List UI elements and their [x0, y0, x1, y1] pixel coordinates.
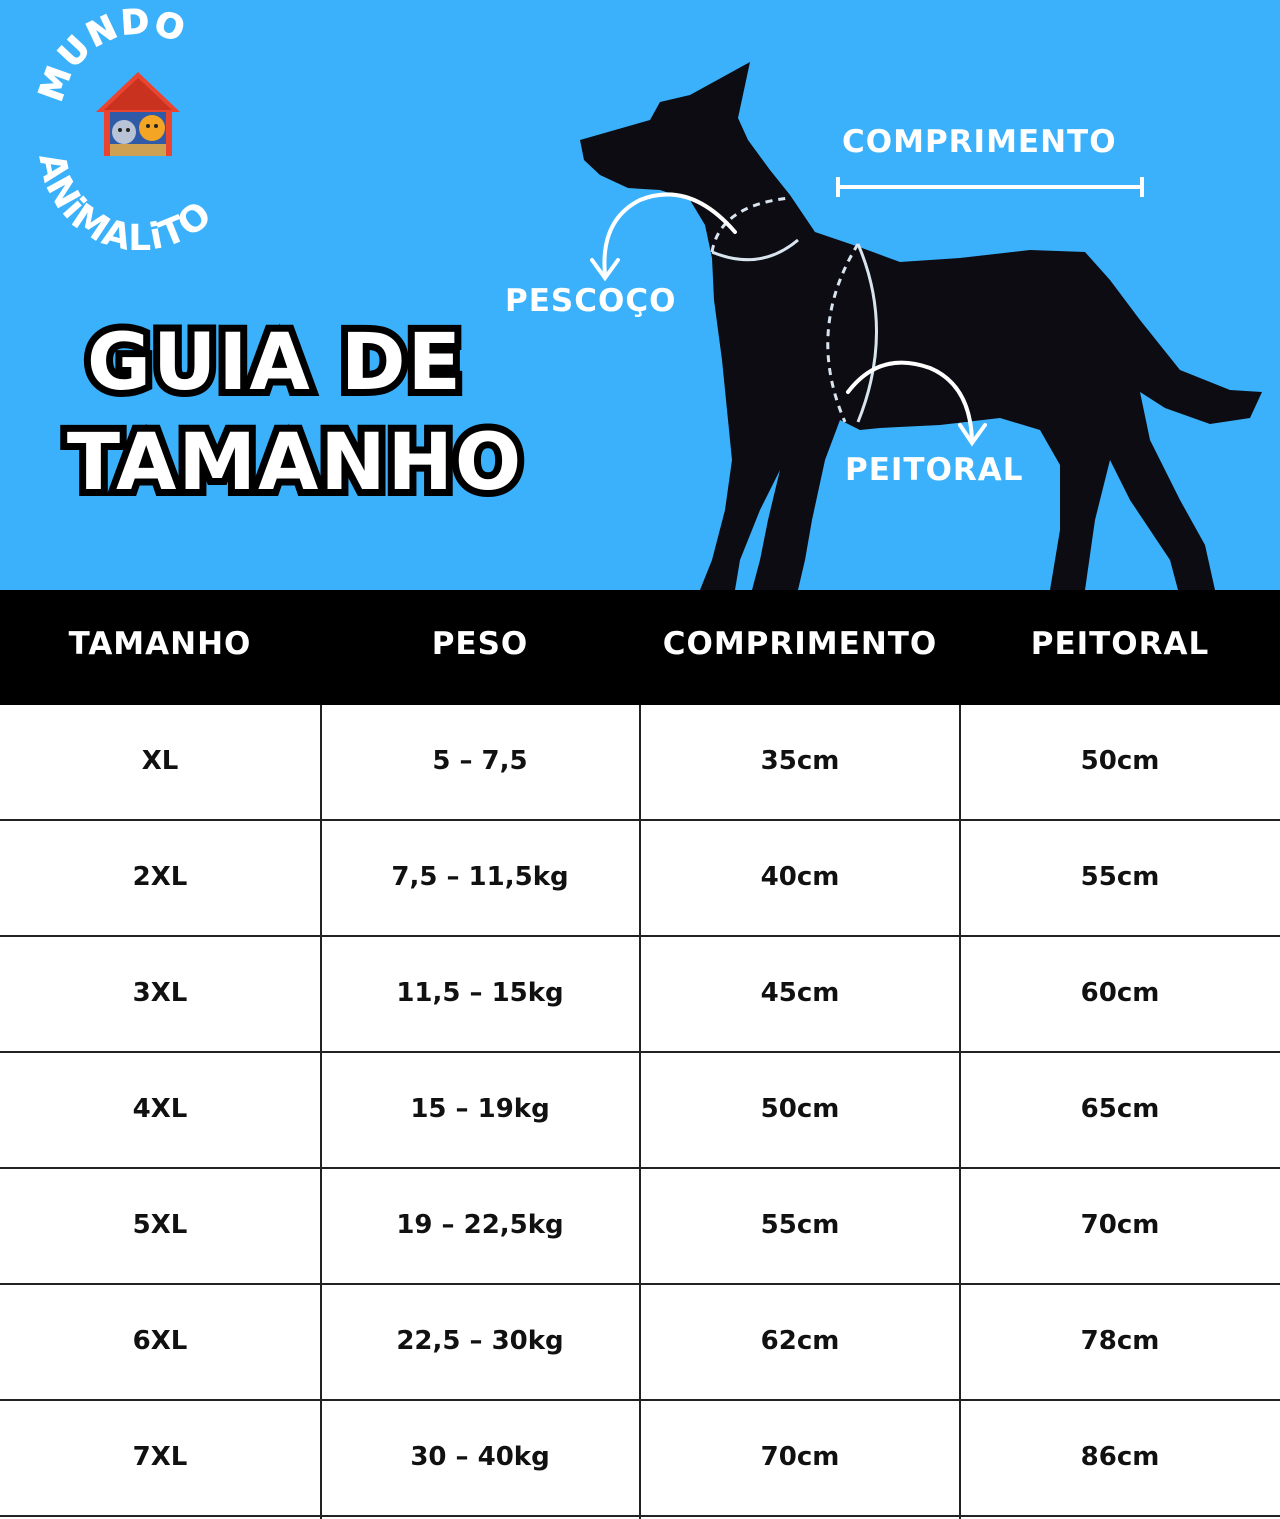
cell-chest: 78cm	[1080, 1326, 1160, 1356]
cell-chest: 55cm	[1080, 862, 1160, 892]
size-table	[0, 705, 1280, 1519]
header-chest: PEITORAL	[1030, 626, 1210, 662]
logo-bottom-text: ANiMALiTO	[30, 149, 221, 260]
page-title-line-1: GUIA DE	[87, 318, 463, 408]
cell-length: 70cm	[760, 1442, 840, 1472]
column-divider	[320, 705, 322, 1519]
cell-weight: 22,5 – 30kg	[396, 1326, 564, 1356]
chest-label: PEITORAL	[845, 452, 1024, 488]
cell-weight: 15 – 19kg	[410, 1094, 550, 1124]
cell-weight: 19 – 22,5kg	[396, 1210, 564, 1240]
hero-banner	[0, 0, 1280, 590]
column-divider	[959, 705, 961, 1519]
header-size: TAMANHO	[68, 626, 252, 662]
cell-size: 4XL	[132, 1094, 188, 1124]
cell-size: 6XL	[132, 1326, 188, 1356]
header-length: COMPRIMENTO	[662, 626, 938, 662]
cell-length: 40cm	[760, 862, 840, 892]
cell-chest: 70cm	[1080, 1210, 1160, 1240]
cell-length: 45cm	[760, 978, 840, 1008]
cell-size: 5XL	[132, 1210, 188, 1240]
cell-length: 62cm	[760, 1326, 840, 1356]
neck-label: PESCOÇO	[505, 283, 677, 319]
cell-length: 55cm	[760, 1210, 840, 1240]
cell-chest: 65cm	[1080, 1094, 1160, 1124]
page-title-line-2: TAMANHO	[66, 418, 524, 508]
cell-size: 3XL	[132, 978, 188, 1008]
cell-size: 2XL	[132, 862, 188, 892]
cell-weight: 5 – 7,5	[432, 746, 528, 776]
column-divider	[639, 705, 641, 1519]
length-measure-bar	[838, 177, 1142, 197]
cell-length: 50cm	[760, 1094, 840, 1124]
cell-chest: 50cm	[1080, 746, 1160, 776]
length-label: COMPRIMENTO	[842, 124, 1117, 160]
logo	[30, 2, 220, 259]
cell-size: XL	[141, 746, 179, 776]
cell-chest: 60cm	[1080, 978, 1160, 1008]
cell-weight: 30 – 40kg	[410, 1442, 550, 1472]
cell-length: 35cm	[760, 746, 840, 776]
table-header	[0, 590, 1280, 705]
header-weight: PESO	[431, 626, 529, 662]
cell-weight: 7,5 – 11,5kg	[391, 862, 569, 892]
pet-house-icon	[96, 72, 180, 156]
cell-size: 7XL	[132, 1442, 188, 1472]
logo-top-text: MUNDO	[31, 1, 192, 107]
cell-weight: 11,5 – 15kg	[396, 978, 564, 1008]
cell-chest: 86cm	[1080, 1442, 1160, 1472]
